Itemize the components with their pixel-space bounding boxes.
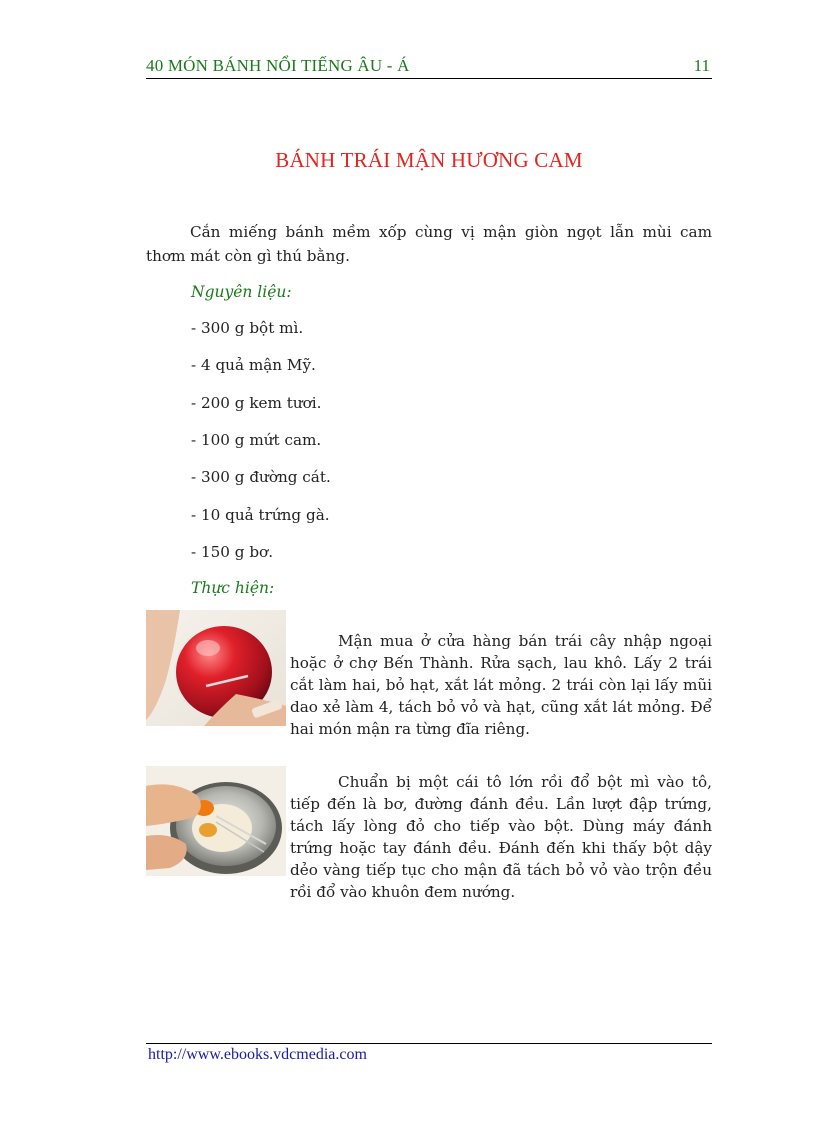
ingredient-item: - 4 quả mận Mỹ. — [191, 356, 316, 374]
recipe-title: BÁNH TRÁI MẬN HƯƠNG CAM — [275, 148, 583, 172]
ingredient-item: - 300 g bột mì. — [191, 319, 304, 337]
recipe-intro: Cắn miếng bánh mềm xốp cùng vị mận giòn ngọt lẫn mùi cam thơm mát còn gì thú bằng. — [146, 223, 712, 265]
ingredient-item: - 200 g kem tươi. — [191, 394, 322, 412]
header-divider — [146, 78, 712, 79]
ingredient-item: - 10 quả trứng gà. — [191, 506, 330, 524]
footer-link[interactable]: http://www.ebooks.vdcmedia.com — [148, 1046, 367, 1063]
ingredient-item: - 100 g mứt cam. — [191, 431, 322, 449]
page-number: 11 — [693, 56, 710, 75]
page-header — [146, 56, 712, 78]
book-title: 40 MÓN BÁNH NỔI TIẾNG ÂU - Á — [146, 56, 410, 75]
ingredient-item: - 300 g đường cát. — [191, 468, 331, 486]
method-step: Mận mua ở cửa hàng bán trái cây nhập ngoại hoặc ở chợ Bến Thành. Rửa sạch, lau khô. Lấy 2 trái cắt làm hai, bỏ hạt, xắt lát mỏng. 2 trái còn lại lấy mũi dao xẻ làm 4, tách bỏ vỏ và hạt, cũng xắt lát mỏng. Để hai món mận ra từng đĩa riêng. — [290, 632, 712, 738]
method-heading: Thực hiện: — [191, 579, 275, 597]
plum-photo — [146, 610, 286, 726]
method-step: Chuẩn bị một cái tô lớn rồi đổ bột mì vào tô, tiếp đến là bơ, đường đánh đều. Lần lượt đập trứng, tách lấy lòng đỏ cho tiếp vào bột. Dùng máy đánh trứng hoặc tay đánh đều. Đánh đến khi thấy bột dậy dẻo vàng tiếp tục cho mận đã tách bỏ vỏ vào trộn đều rồi đổ vào khuôn đem nướng. — [290, 773, 712, 901]
footer-divider — [146, 1043, 712, 1044]
ingredient-item: - 150 g bơ. — [191, 543, 274, 561]
ingredients-heading: Nguyên liệu: — [191, 283, 292, 301]
mixing-bowl-photo — [146, 766, 286, 876]
